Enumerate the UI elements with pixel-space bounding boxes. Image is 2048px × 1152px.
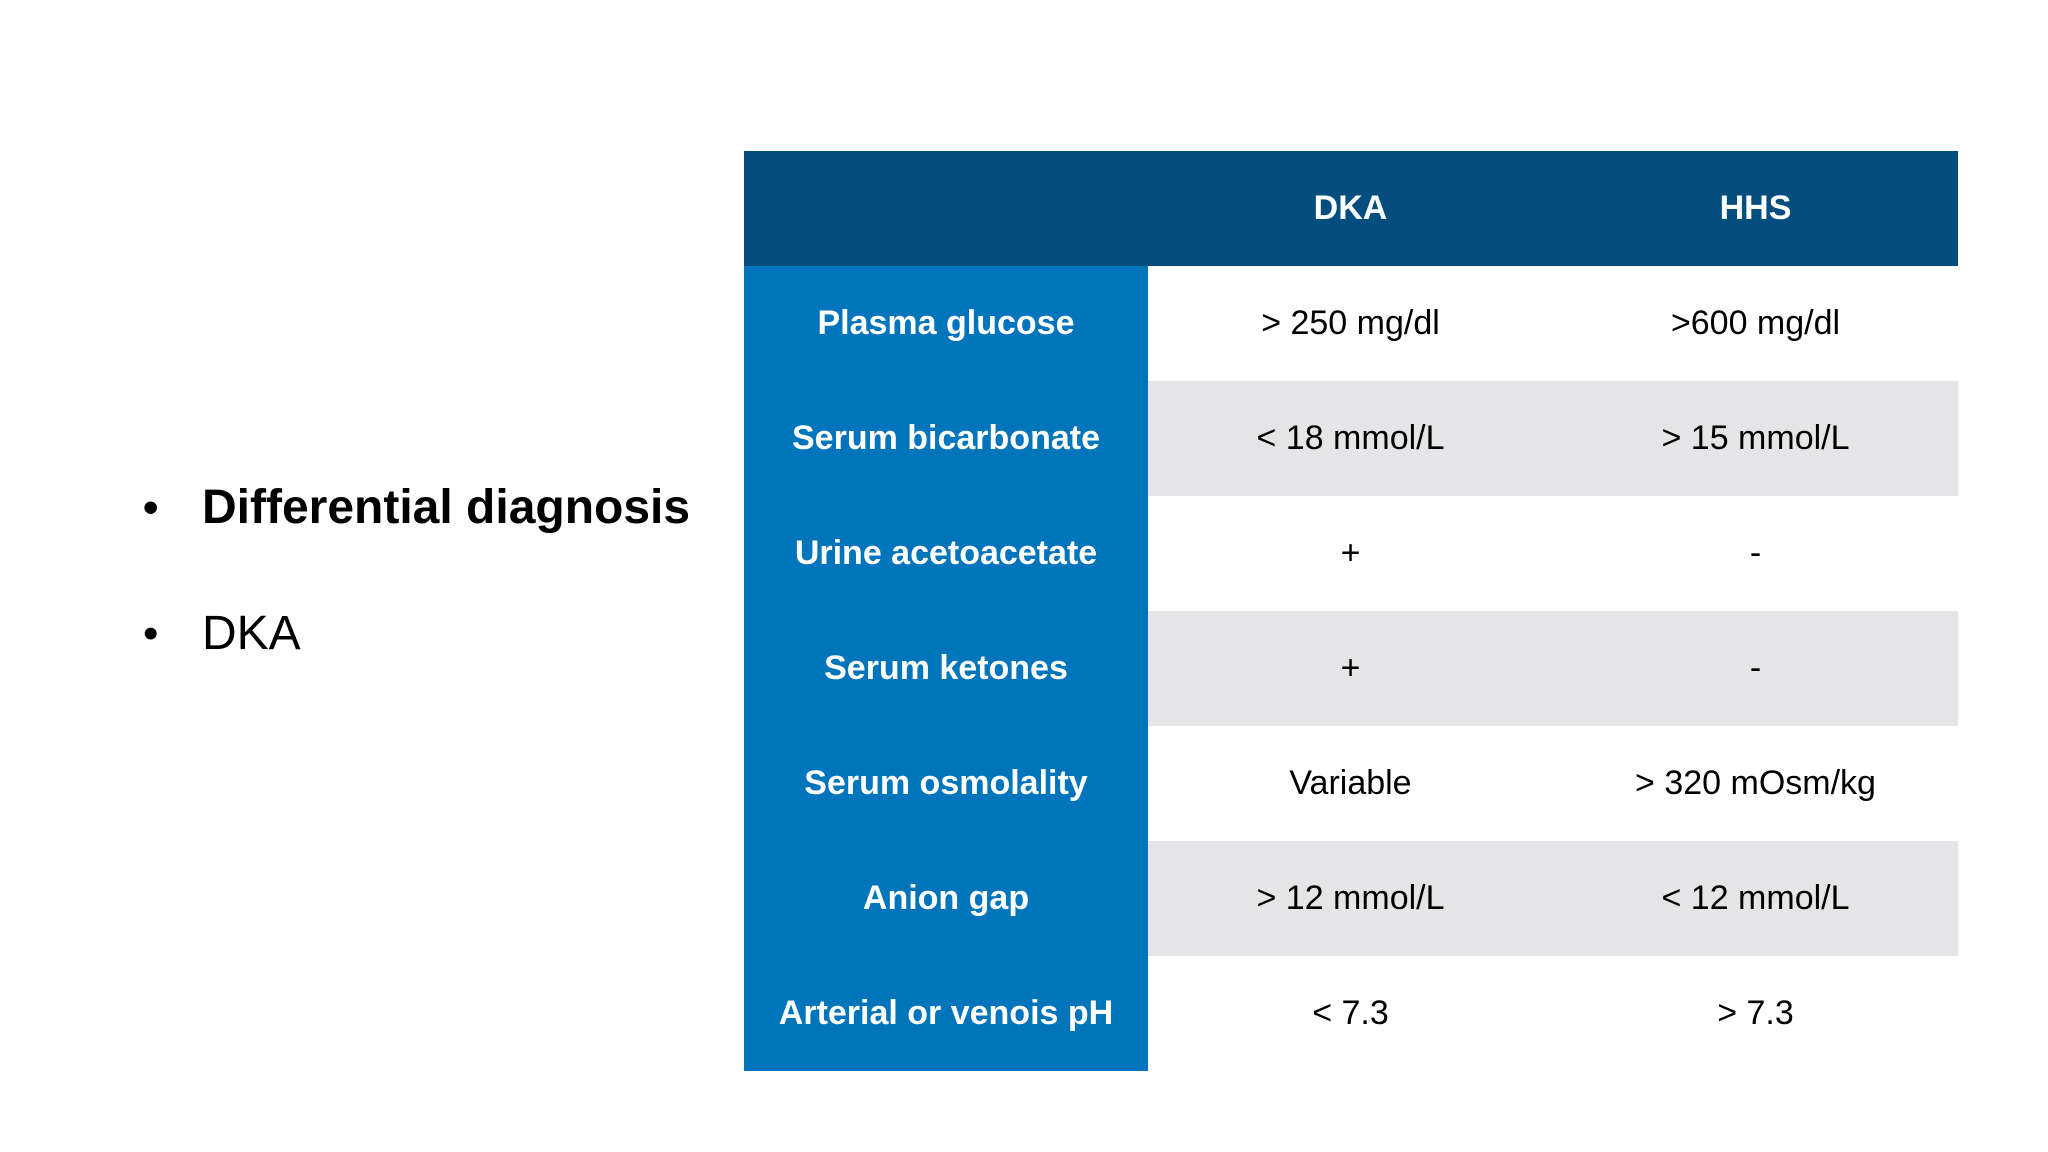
row-label: Urine acetoacetate: [744, 496, 1148, 611]
dka-hhs-comparison-table: [744, 151, 1958, 1071]
hhs-value: -: [1553, 611, 1958, 726]
header-cell-hhs: HHS: [1553, 151, 1958, 266]
row-label: Serum osmolality: [744, 726, 1148, 841]
dka-value: +: [1148, 611, 1553, 726]
table-row: [744, 381, 1958, 496]
bullet-dot: •: [143, 483, 159, 532]
row-label: Anion gap: [744, 841, 1148, 956]
row-label: Plasma glucose: [744, 266, 1148, 381]
bullet-text: DKA: [202, 607, 301, 660]
hhs-value: > 7.3: [1553, 956, 1958, 1071]
dka-value: > 12 mmol/L: [1148, 841, 1553, 956]
hhs-value: >600 mg/dl: [1553, 266, 1958, 381]
hhs-value: > 15 mmol/L: [1553, 381, 1958, 496]
comparison-table-container: [744, 151, 1958, 1071]
hhs-value: -: [1553, 496, 1958, 611]
dka-value: +: [1148, 496, 1553, 611]
dka-value: > 250 mg/dl: [1148, 266, 1553, 381]
bullet-item-dka: [143, 606, 690, 662]
table-row: [744, 841, 1958, 956]
hhs-value: > 320 mOsm/kg: [1553, 726, 1958, 841]
hhs-value: < 12 mmol/L: [1553, 841, 1958, 956]
row-label: Serum ketones: [744, 611, 1148, 726]
row-label: Arterial or venois pH: [744, 956, 1148, 1071]
dka-value: Variable: [1148, 726, 1553, 841]
table-header-row: [744, 151, 1958, 266]
bullet-item-differential-diagnosis: [143, 480, 690, 536]
header-cell-empty: [744, 151, 1148, 266]
table-row: [744, 611, 1958, 726]
table-row: [744, 266, 1958, 381]
table-row: [744, 496, 1958, 611]
bullet-dot: •: [143, 609, 159, 658]
dka-value: < 18 mmol/L: [1148, 381, 1553, 496]
dka-value: < 7.3: [1148, 956, 1553, 1071]
table-row: [744, 726, 1958, 841]
header-cell-dka: DKA: [1148, 151, 1553, 266]
bullet-list: [143, 480, 690, 732]
bullet-text: Differential diagnosis: [202, 481, 691, 534]
table-row: [744, 956, 1958, 1071]
row-label: Serum bicarbonate: [744, 381, 1148, 496]
